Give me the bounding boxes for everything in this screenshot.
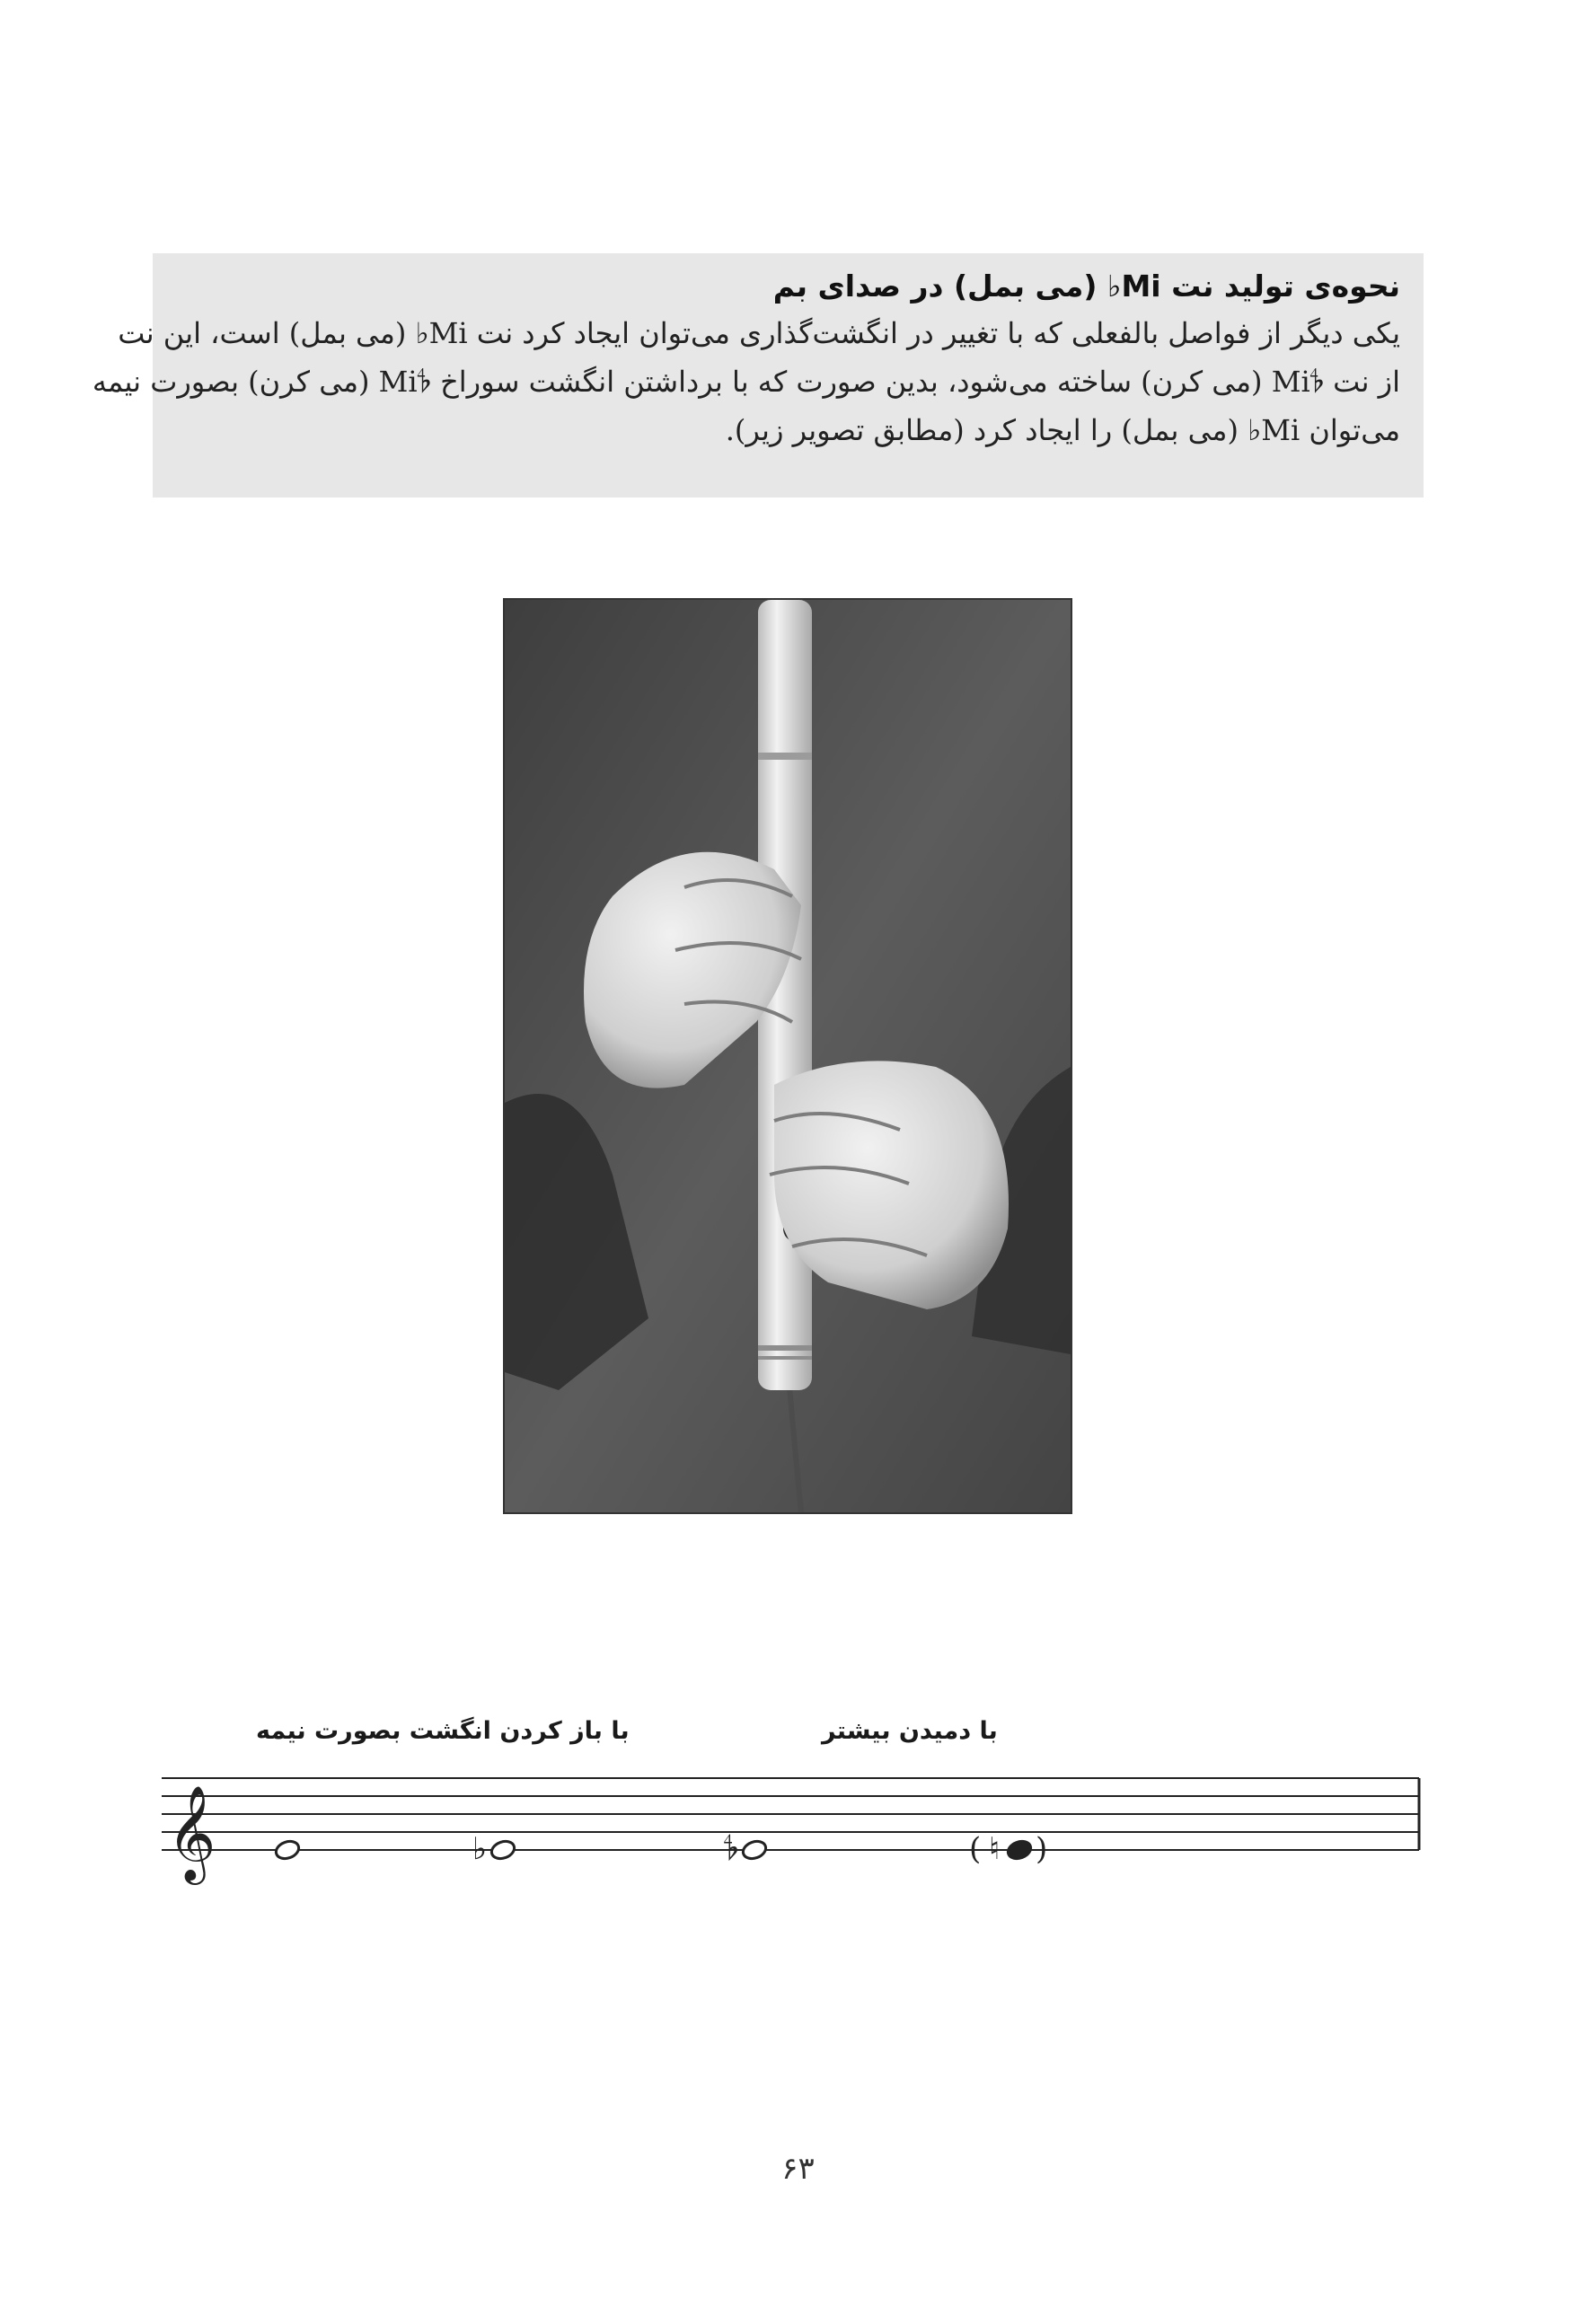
body-line-3: می‌توان Mi♭ (می بمل) را ایجاد کرد (مطابق تصویر زیر). — [725, 413, 1400, 447]
right-paren-icon: ) — [1036, 1831, 1048, 1867]
flat-accidental-icon: ♭ — [472, 1831, 488, 1867]
music-staff — [162, 1751, 1437, 1904]
notehead — [274, 1838, 302, 1862]
label-more-blowing: با دمیدن بیشتر — [822, 1717, 998, 1745]
flute-photo-illustration — [505, 600, 1071, 1512]
notehead — [741, 1838, 769, 1862]
flute-ring-bottom — [758, 1345, 812, 1351]
natural-accidental-icon: ♮ — [989, 1831, 1001, 1867]
treble-clef-icon: 𝄞 — [167, 1784, 216, 1881]
note-2 — [472, 1831, 516, 1867]
info-box — [92, 253, 1424, 498]
page-number: ۶۳ — [781, 2151, 815, 2187]
notehead — [489, 1838, 517, 1862]
section-title: نحوه‌ی تولید نت Mi♭ (می بمل) در صدای بم — [772, 269, 1400, 304]
flute-photo — [503, 598, 1072, 1514]
body-line-2: از نت Mi𝄳 (می کرن) ساخته می‌شود، بدین صورت که با برداشتن انگشت سوراخ Mi𝄳 (می کرن) بصورت نیمه — [92, 365, 1400, 399]
koron-accidental-icon: 𝄳 — [724, 1831, 739, 1867]
left-paren-icon: ( — [969, 1831, 982, 1867]
flute-ring-top — [758, 753, 812, 760]
staff-svg — [162, 1751, 1437, 1904]
note-1 — [274, 1838, 302, 1862]
staff-lines — [162, 1778, 1419, 1850]
notehead — [1006, 1838, 1034, 1862]
note-4 — [969, 1831, 1047, 1867]
flute-ring-bottom-2 — [758, 1356, 812, 1360]
body-line-1: یکی دیگر از فواصل بالفعلی که با تغییر در انگشت‌گذاری می‌توان ایجاد کرد نت Mi♭ (می بمل) است، این نت — [118, 316, 1400, 350]
label-half-hole: با باز کردن انگشت بصورت نیمه — [256, 1717, 630, 1745]
note-3 — [724, 1831, 768, 1867]
